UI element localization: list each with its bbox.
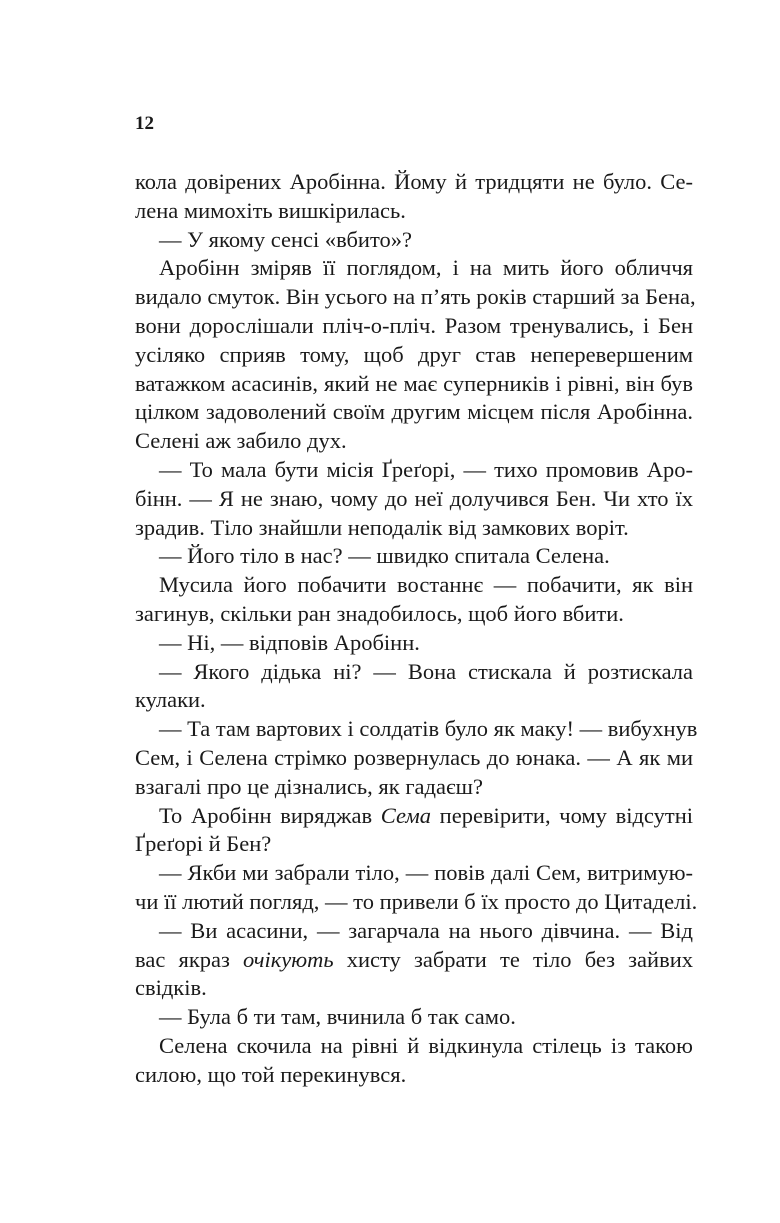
text-line: видало смуток. Він усього на п’ять років старший за Бена, [135, 284, 696, 310]
text-line: — То мала бути місія Ґреґорі, — тихо промовив Аро- [159, 456, 693, 482]
text-line: Мусила його побачити востаннє — побачити, як він [159, 572, 693, 598]
text-line: Селена скочила на рівні й відкинула стілець із такою [159, 1032, 693, 1058]
text-line: загинув, скільки ран знадобилось, щоб його вбити. [135, 600, 624, 626]
text-line: цілком задоволений своїм другим місцем після Аробінна. [135, 399, 693, 425]
text-line [135, 946, 693, 975]
text-line: Ґреґорі й Бен? [135, 831, 272, 857]
text-line: — Та там вартових і солдатів було як маку! — вибухнув [159, 716, 698, 742]
text-line: кулаки. [135, 687, 206, 713]
text-line: чи її лютий погляд, — то привели б їх просто до Цитаделі. [135, 888, 698, 914]
text-line: лена мимохіть вишкірилась. [135, 197, 406, 223]
text-line: — Була б ти там, вчинила б так само. [159, 1004, 516, 1030]
text-line: кола довірених Аробінна. Йому й тридцяти не було. Се- [135, 169, 693, 194]
emphasis-text: очікують [243, 946, 334, 972]
text-line: силою, що той перекинувся. [135, 1061, 407, 1087]
text-line: бінн. — Я не знаю, чому до неї долучився Бен. Чи хто їх [135, 485, 693, 511]
text-line: — Ні, — відповів Аробінн. [159, 629, 420, 655]
text-line: — Якби ми забрали тіло, — повів далі Сем, витримую- [159, 860, 693, 886]
text-segment: вас якраз [135, 946, 244, 972]
emphasis-text: Сема [380, 802, 431, 828]
text-line [135, 802, 693, 831]
text-line: — У якому сенсі «вбито»? [159, 226, 412, 252]
text-line: ватажком асасинів, який не має суперників і рівні, він був [135, 370, 693, 396]
text-line: Сем, і Селена стрімко розвернулась до юнака. — А як ми [135, 744, 693, 770]
text-line: вони дорослішали пліч-о-пліч. Разом тренувались, і Бен [135, 312, 693, 338]
text-line: Аробінн зміряв її поглядом, і на мить його обличчя [159, 255, 693, 281]
text-segment: хисту забрати те тіло без зайвих [333, 946, 693, 972]
text-line: — Його тіло в нас? — швидко спитала Селена. [159, 543, 610, 569]
text-line: Селені аж забило дух. [135, 428, 347, 454]
text-line: взагалі про це дізнались, як гадаєш? [135, 773, 483, 799]
text-line: зрадив. Тіло знайшли неподалік від замкових воріт. [135, 514, 629, 540]
text-segment: перевірити, чому відсутні [430, 802, 693, 828]
page-number: 12 [135, 113, 154, 134]
text-line: — Якого дідька ні? — Вона стискала й розтискала [159, 658, 693, 684]
text-line: свідків. [135, 975, 207, 1001]
text-line: усіляко сприяв тому, щоб друг став неперевершеним [135, 341, 693, 367]
text-segment: То Аробінн виряджав [159, 802, 381, 828]
text-line: — Ви асасини, — загарчала на нього дівчина. — Від [159, 917, 693, 943]
body-text [135, 168, 698, 1090]
